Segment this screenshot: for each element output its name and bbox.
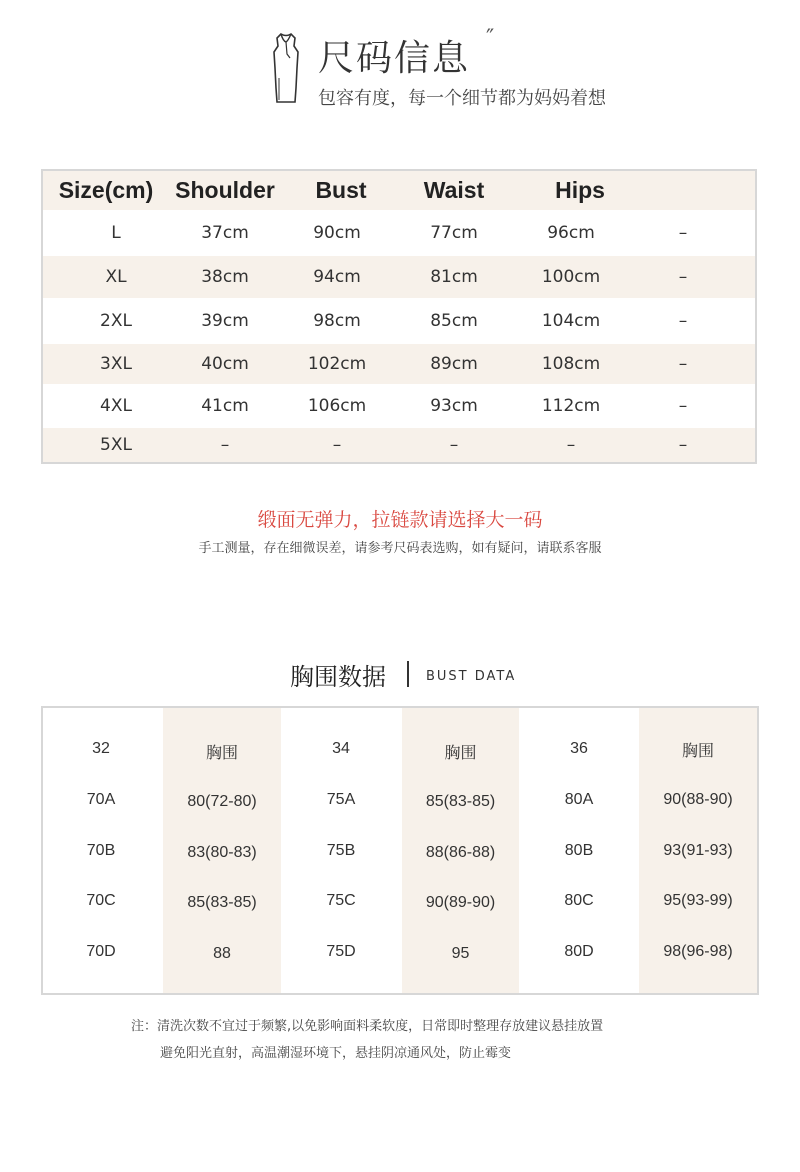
notice-warning: 缎面无弹力，拉链款请选择大一码 xyxy=(257,509,543,531)
care-note-line2: 避免阳光直射，高温潮湿环境下，悬挂阴凉通风处，防止霉变 xyxy=(160,1046,512,1061)
bust-range: 85(83-85) xyxy=(425,793,496,810)
header-size: Size(cm) xyxy=(58,177,154,203)
bust-section-title: 胸围数据 xyxy=(290,663,386,691)
extra-value: – xyxy=(678,311,688,331)
bust-range: 98(96-98) xyxy=(663,943,733,960)
cup-size: 70C xyxy=(86,892,116,909)
shoulder-value: 39cm xyxy=(201,311,249,331)
shoulder-value: 40cm xyxy=(201,354,249,374)
title-mark: ″ xyxy=(486,26,495,51)
table-row xyxy=(43,384,755,428)
extra-value: – xyxy=(678,267,688,287)
extra-value: – xyxy=(678,354,688,374)
header-bust: Bust xyxy=(315,177,367,203)
bust-range: 95(93-99) xyxy=(663,892,733,909)
waist-value: 77cm xyxy=(430,223,478,243)
header-shoulder: Shoulder xyxy=(175,177,275,203)
header-extra xyxy=(653,171,755,210)
bust-range: 80(72-80) xyxy=(187,793,257,810)
size-label: 3XL xyxy=(100,354,132,374)
bust-section-subtitle: BUST DATA xyxy=(426,669,517,684)
bust-column-32 xyxy=(43,708,159,993)
size-table-header xyxy=(43,171,755,210)
bust-range: 88 xyxy=(213,945,231,962)
care-note-line1: 注：清洗次数不宜过于频繁,以免影响面料柔软度，日常即时整理存放建议悬挂放置 xyxy=(131,1019,604,1034)
shoulder-value: 38cm xyxy=(201,267,249,287)
table-row xyxy=(43,298,755,344)
hips-value: 108cm xyxy=(541,354,601,374)
cup-size: 75C xyxy=(326,892,356,909)
hips-value: – xyxy=(566,435,576,455)
bust-value-column-36 xyxy=(639,708,757,993)
title-divider xyxy=(407,661,409,687)
bust-range: 95 xyxy=(451,945,470,962)
hips-value: 104cm xyxy=(541,311,601,331)
cup-size: 80C xyxy=(564,892,594,909)
bust-range: 90(89-90) xyxy=(425,894,496,911)
cup-size: 75A xyxy=(326,791,356,808)
cup-size: 70B xyxy=(86,842,116,859)
band-size: 36 xyxy=(570,740,588,757)
bust-range: 88(86-88) xyxy=(425,844,496,861)
bust-value-column-34 xyxy=(402,708,519,993)
table-row xyxy=(43,344,755,384)
band-size: 34 xyxy=(332,740,350,757)
bust-column-36 xyxy=(519,708,639,993)
hips-value: 100cm xyxy=(541,267,601,287)
band-size: 32 xyxy=(92,740,110,757)
bust-value: 102cm xyxy=(307,354,367,374)
cup-size: 70D xyxy=(86,943,116,960)
waist-value: 93cm xyxy=(430,396,478,416)
shoulder-value: 37cm xyxy=(201,223,249,243)
bust-range: 85(83-85) xyxy=(187,894,257,911)
bust-header: 胸围 xyxy=(205,744,238,762)
waist-value: – xyxy=(449,435,459,455)
bust-value-column-32 xyxy=(163,708,281,993)
waist-value: 81cm xyxy=(430,267,478,287)
cup-size: 75B xyxy=(326,842,356,859)
bust-value: 98cm xyxy=(313,311,361,331)
page-title: 尺码信息 xyxy=(318,38,471,79)
bust-value: 90cm xyxy=(313,223,361,243)
size-label: L xyxy=(111,223,121,243)
bust-range: 83(80-83) xyxy=(187,844,257,861)
notice-info: 手工测量，存在细微误差，请参考尺码表选购，如有疑问，请联系客服 xyxy=(198,541,602,556)
header-waist: Waist xyxy=(423,177,485,203)
size-table xyxy=(41,169,757,464)
shoulder-value: – xyxy=(220,435,230,455)
size-label: 5XL xyxy=(100,435,132,455)
extra-value: – xyxy=(678,223,688,243)
size-label: 4XL xyxy=(100,396,132,416)
bust-column-34 xyxy=(281,708,401,993)
table-row xyxy=(43,428,755,462)
size-label: 2XL xyxy=(100,311,132,331)
bust-table xyxy=(41,706,759,995)
table-row xyxy=(43,210,755,256)
bust-range: 90(88-90) xyxy=(663,791,733,808)
waist-value: 89cm xyxy=(430,354,478,374)
hips-value: 96cm xyxy=(547,223,595,243)
bust-header: 胸围 xyxy=(681,742,714,760)
extra-value: – xyxy=(678,435,688,455)
bust-header: 胸围 xyxy=(444,744,477,762)
cup-size: 80B xyxy=(564,842,594,859)
section-header xyxy=(0,0,800,130)
extra-value: – xyxy=(678,396,688,416)
waist-value: 85cm xyxy=(430,311,478,331)
size-label: XL xyxy=(105,267,127,287)
page-subtitle: 包容有度，每一个细节都为妈妈着想 xyxy=(318,88,606,109)
bust-range: 93(91-93) xyxy=(663,842,733,859)
header-hips: Hips xyxy=(555,177,605,203)
table-row xyxy=(43,256,755,298)
bust-value: 94cm xyxy=(313,267,361,287)
cup-size: 70A xyxy=(86,791,116,808)
dress-icon xyxy=(268,32,304,106)
bust-value: – xyxy=(332,435,342,455)
shoulder-value: 41cm xyxy=(201,396,249,416)
bust-value: 106cm xyxy=(307,396,367,416)
cup-size: 75D xyxy=(326,943,356,960)
cup-size: 80A xyxy=(564,791,594,808)
cup-size: 80D xyxy=(564,943,594,960)
hips-value: 112cm xyxy=(541,396,601,416)
